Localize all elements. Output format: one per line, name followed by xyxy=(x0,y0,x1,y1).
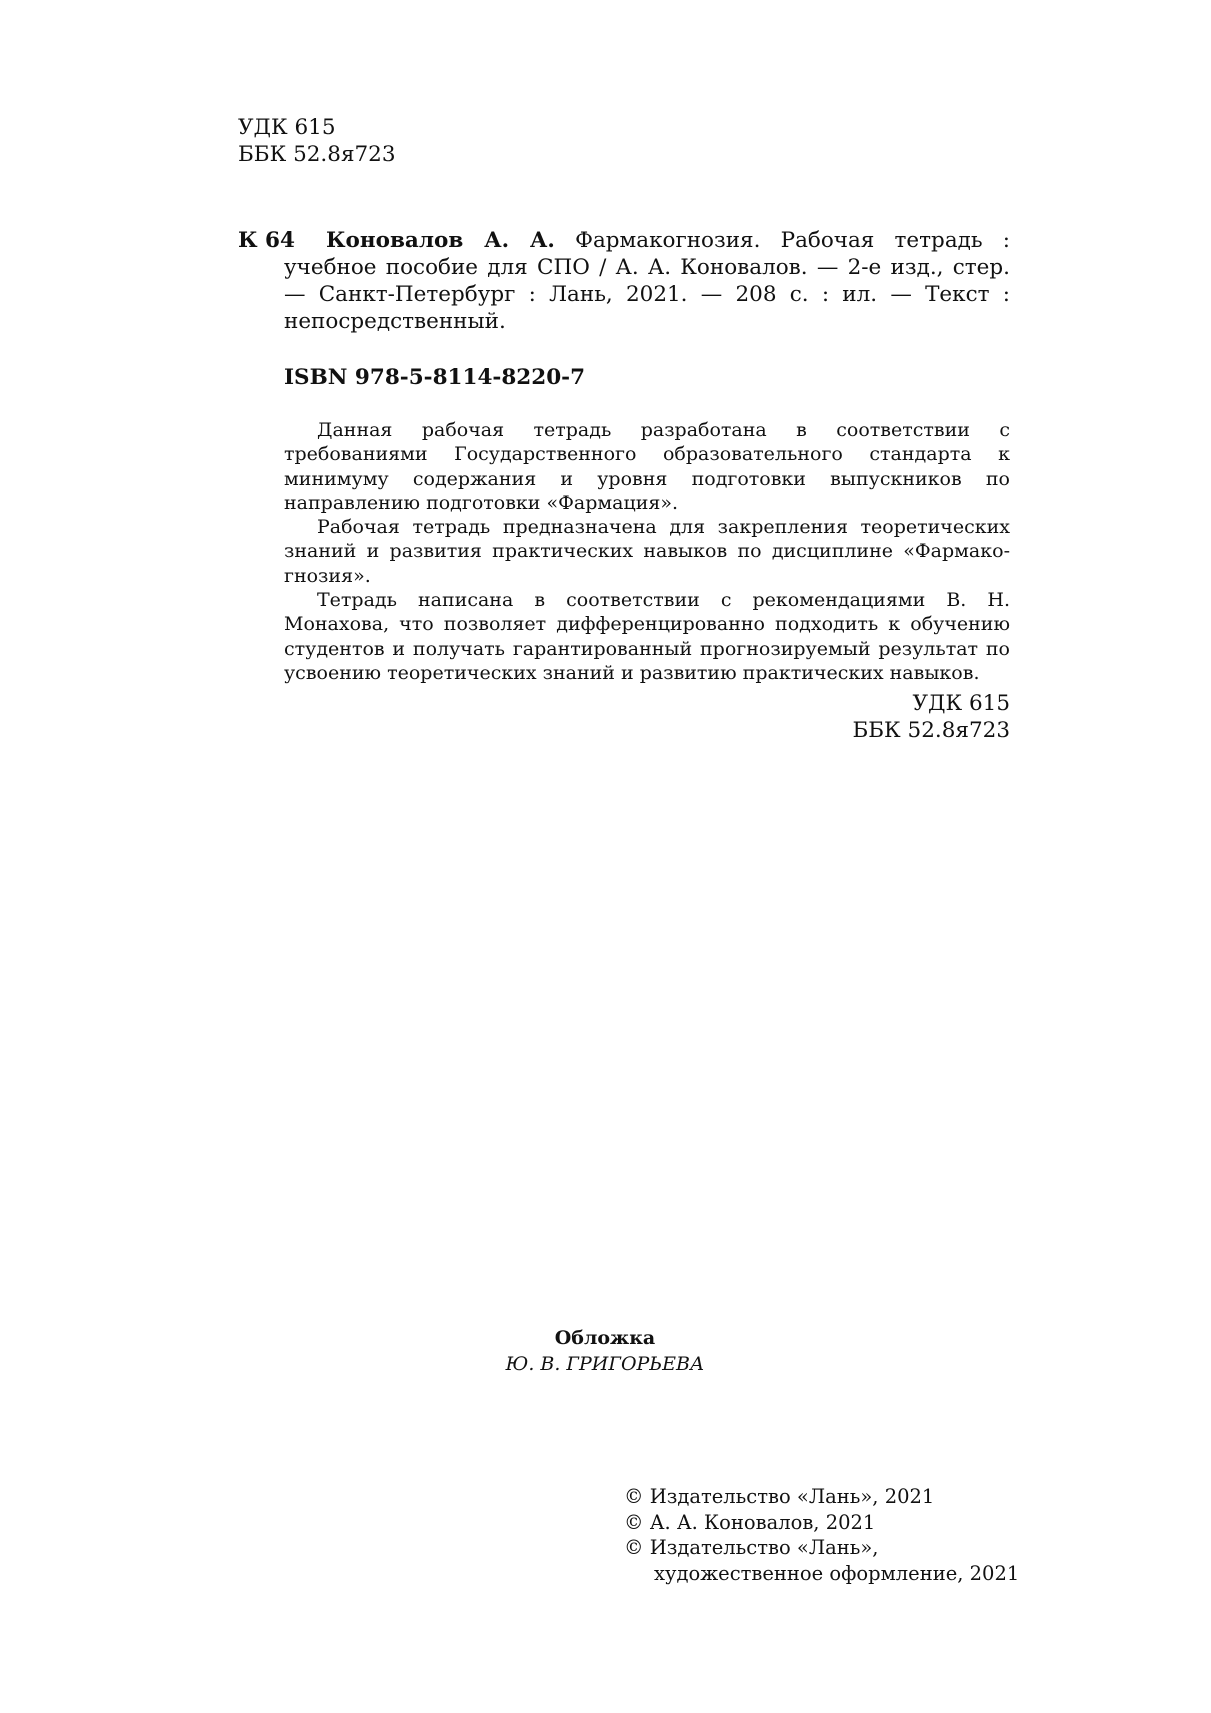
top-classification xyxy=(238,114,396,168)
abstract-paragraph: Рабочая тетрадь предназначена для закрепления теоретических знаний и развития практических навыков по дисциплине «Фармакогнозия». xyxy=(284,516,1010,587)
bottom-classification xyxy=(780,690,1010,744)
author-mark: К 64 xyxy=(238,228,295,253)
udk-code: УДК 615 xyxy=(912,691,1010,716)
copyright-line: художественное оформление, 2021 xyxy=(654,1561,1020,1585)
abstract-paragraph: Данная рабочая тетрадь разработана в соответствии с требованиями Государственного образовательного стандарта к минимуму содержания и уровня подготовки выпускников по направлению подготовки «Фармация». xyxy=(284,419,1010,514)
cover-designer: Ю. В. ГРИГОРЬЕВА xyxy=(505,1353,705,1375)
copyright-line: © А. А. Коновалов, 2021 xyxy=(624,1510,876,1534)
cover-label: Обложка xyxy=(554,1327,656,1349)
copyright-line: © Издательство «Лань», 2021 xyxy=(624,1485,935,1508)
bbk-code: ББК 52.8я723 xyxy=(238,142,396,167)
abstract xyxy=(284,418,1010,685)
copyright-line: © Издательство «Лань», xyxy=(624,1536,879,1559)
description-text: Фармакогнозия. Рабочая тетрадь : учебное пособие для СПО / А. А. Коновалов. — 2-е изд., стер. — Санкт-Петербург : Лань, 2021. — 208 с. : ил. — Текст : непосредственный. xyxy=(284,228,1010,334)
abstract-paragraph: Тетрадь написана в соответствии с рекомендациями В. Н. Монахова, что позволяет дифференцированно подходить к обучению студентов и получать гарантированный прогнозируемый результат по усвоению теоретических знаний и развитию практических навыков. xyxy=(284,589,1010,684)
isbn: ISBN 978-5-8114-8220-7 xyxy=(284,365,586,390)
cover-credit xyxy=(420,1325,790,1377)
copyright-block xyxy=(624,1484,1044,1586)
catalog-entry xyxy=(238,227,1010,335)
bibliographic-description xyxy=(284,227,1010,335)
udk-code: УДК 615 xyxy=(238,115,336,140)
bbk-code: ББК 52.8я723 xyxy=(852,718,1010,743)
author-name: Коновалов А. А. xyxy=(326,228,555,253)
